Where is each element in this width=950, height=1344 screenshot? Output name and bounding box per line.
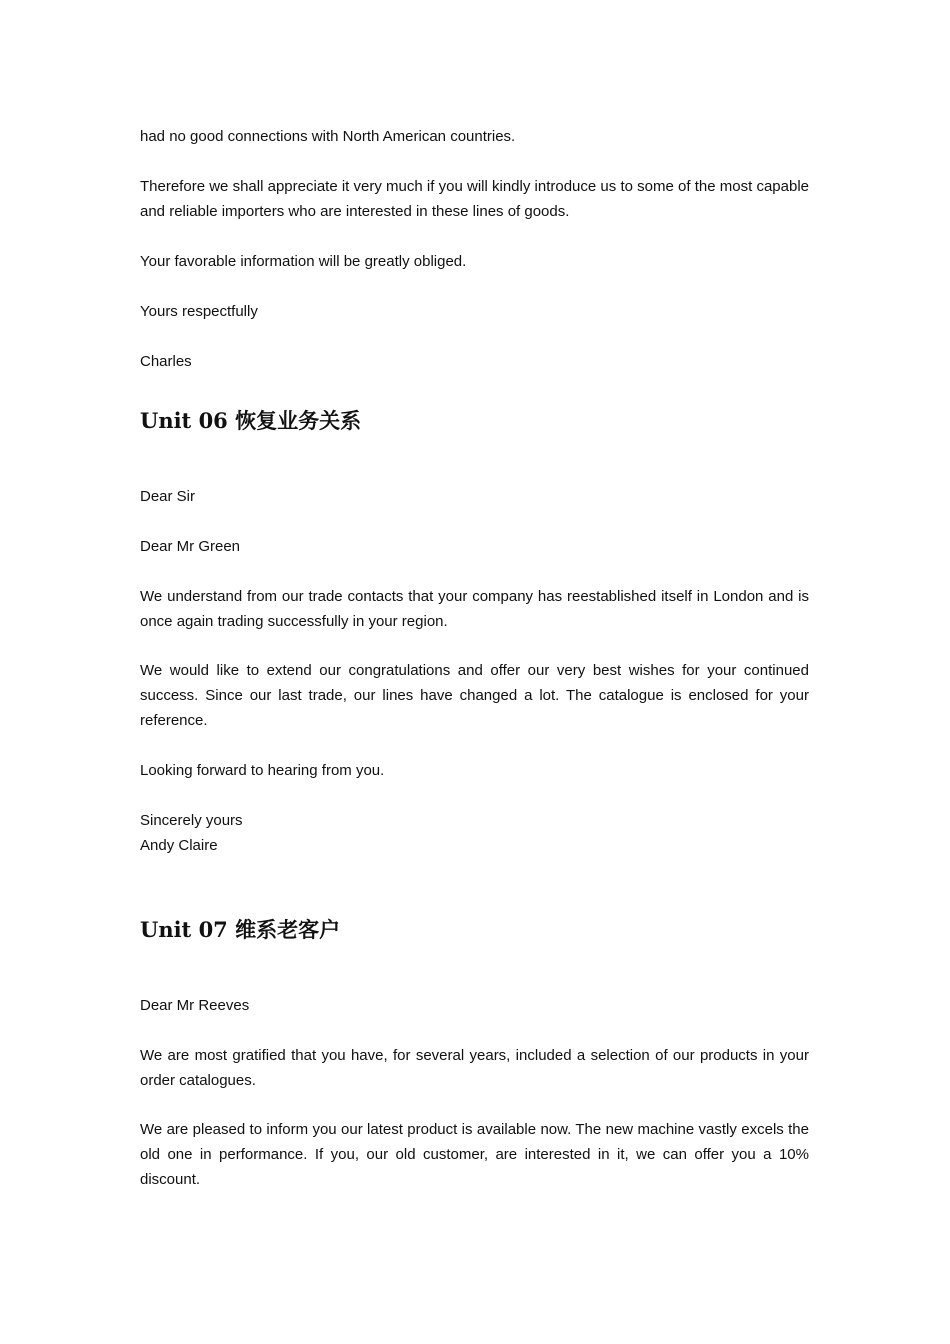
paragraph-congratulations: We would like to extend our congratulations and offer our very best wishes for your continued success. Since our last trade, our lines have changed a lot. The catalogue is enclosed for your reference.: [140, 662, 809, 729]
signature-charles: Charles: [140, 353, 192, 370]
closing-sincerely: Sincerely yours: [140, 812, 243, 829]
paragraph-therefore: Therefore we shall appreciate it very much if you will kindly introduce us to some of the most capable and reliable importers who are interested in these lines of goods.: [140, 178, 809, 220]
heading-unit-07: Unit 07 维系老客户: [140, 917, 341, 942]
salutation-dear-mr-green: Dear Mr Green: [140, 538, 241, 555]
paragraph-latest-product: We are pleased to inform you our latest product is available now. The new machine vastly excels the old one in performance. If you, our old customer, are interested in it, we can offer you a 10% discount.: [140, 1121, 809, 1188]
paragraph-looking-forward: Looking forward to hearing from you.: [140, 762, 385, 779]
paragraph-favorable: Your favorable information will be greatly obliged.: [140, 253, 467, 270]
salutation-dear-sir: Dear Sir: [140, 488, 196, 505]
closing-respectfully: Yours respectfully: [140, 303, 258, 320]
continuation-line: had no good connections with North American countries.: [140, 128, 516, 145]
paragraph-trade-contacts: We understand from our trade contacts that your company has reestablished itself in London and is once again trading successfully in your region.: [140, 588, 809, 630]
paragraph-gratified: We are most gratified that you have, for several years, included a selection of our products in your order catalogues.: [140, 1047, 809, 1089]
heading-unit-06: Unit 06 恢复业务关系: [140, 408, 362, 433]
signature-andy-claire: Andy Claire: [140, 837, 218, 854]
salutation-dear-mr-reeves: Dear Mr Reeves: [140, 997, 250, 1014]
